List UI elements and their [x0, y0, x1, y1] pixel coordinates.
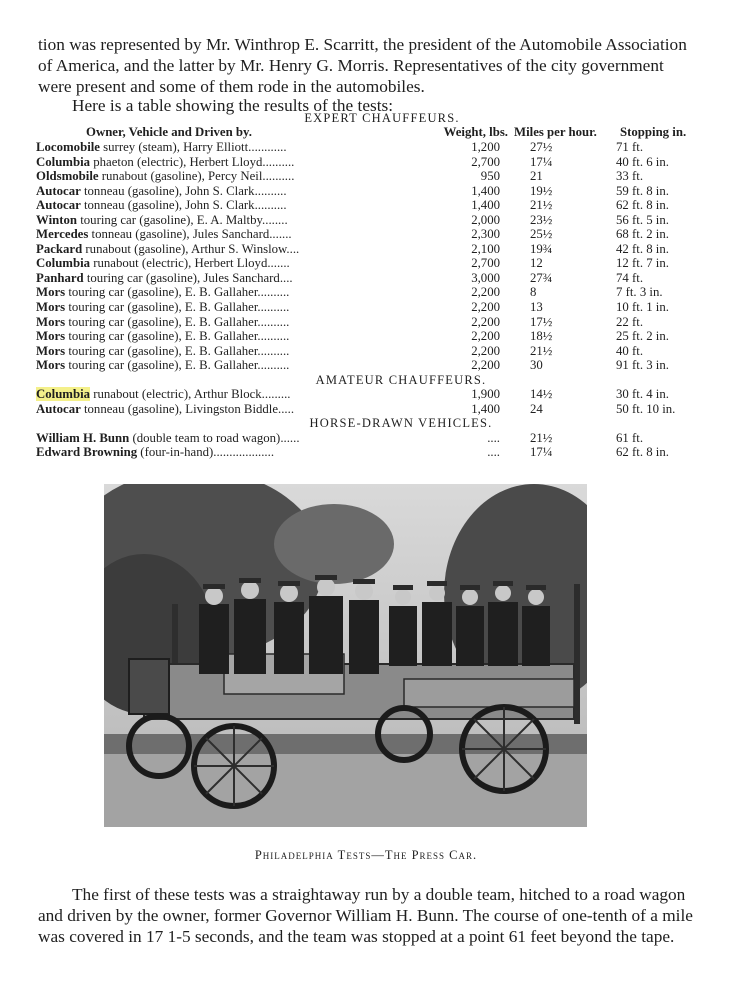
cell-vehicle	[36, 402, 404, 417]
cell-weight: 1,400	[471, 198, 500, 213]
vehicle-detail: tonneau (gasoline), Jules Sanchard.......	[88, 227, 292, 242]
table-row	[36, 242, 696, 257]
cell-weight: 1,400	[471, 183, 500, 198]
cell-stopping: 50 ft. 10 in.	[616, 401, 676, 416]
cell-speed: 27½	[530, 140, 553, 154]
figure-caption: Philadelphia Tests—The Press Car.	[254, 848, 478, 862]
cell-speed: 19½	[530, 183, 553, 198]
cell-speed: 21½	[530, 198, 553, 213]
vehicle-detail: touring car (gasoline), E. B. Gallaher..........	[65, 285, 290, 300]
vehicle-name: William H. Bunn	[36, 430, 130, 445]
cell-speed: 13	[530, 300, 543, 315]
cell-weight: 2,700	[471, 256, 500, 271]
table-row	[36, 169, 696, 184]
cell-stopping: 56 ft. 5 in.	[616, 212, 669, 227]
cell-weight: 2,100	[471, 241, 500, 256]
vehicle-detail: (four-in-hand)...................	[137, 445, 275, 460]
cell-weight: 1,200	[471, 140, 500, 154]
vehicle-name: Mors	[36, 358, 66, 373]
vehicle-detail: (double team to road wagon)......	[129, 430, 300, 445]
header-weight: Weight, lbs.	[443, 125, 508, 139]
closing-paragraph	[38, 884, 698, 947]
vehicle-detail: surrey (steam), Harry Elliott............	[99, 140, 287, 154]
table-row	[36, 256, 696, 271]
header-speed: Miles per hour.	[514, 125, 597, 139]
vehicle-detail: tonneau (gasoline), John S. Clark..........	[80, 183, 287, 198]
results-table	[36, 124, 696, 460]
vehicle-name: Winton	[36, 212, 78, 227]
vehicle-detail: runabout (gasoline), Percy Neil..........	[98, 169, 295, 184]
cell-weight: 2,200	[471, 343, 500, 358]
press-car-photo	[104, 484, 587, 827]
cell-vehicle	[36, 329, 404, 344]
cell-stopping: 10 ft. 1 in.	[616, 300, 669, 315]
cell-stopping: 62 ft. 8 in.	[616, 198, 669, 213]
cell-stopping: 62 ft. 8 in.	[616, 445, 669, 460]
vehicle-name: Panhard	[36, 270, 84, 285]
vehicle-detail: tonneau (gasoline), John S. Clark..........	[80, 198, 287, 213]
section-title: AMATEUR CHAUFFEURS.	[315, 372, 487, 387]
cell-weight: ....	[487, 430, 500, 445]
table-row	[36, 271, 696, 286]
cell-vehicle	[36, 300, 404, 315]
vehicle-name: Mercedes	[36, 227, 89, 242]
vehicle-name: Edward Browning	[36, 445, 138, 460]
vehicle-detail: touring car (gasoline), E. A. Maltby........	[77, 212, 288, 227]
vehicle-name: Mors	[36, 314, 66, 329]
vehicle-detail: touring car (gasoline), E. B. Gallaher..........	[65, 300, 290, 315]
vehicle-detail: runabout (electric), Herbert Lloyd.......	[90, 256, 290, 271]
cell-vehicle	[36, 184, 404, 199]
vehicle-name: Columbia	[36, 256, 91, 271]
table-row	[36, 315, 696, 330]
cell-vehicle	[36, 155, 404, 170]
cell-stopping: 61 ft.	[616, 430, 644, 445]
cell-stopping: 91 ft. 3 in.	[616, 358, 669, 373]
vehicle-name: Mors	[36, 300, 66, 315]
cell-weight: 950	[480, 169, 500, 184]
cell-vehicle	[36, 431, 404, 446]
table-row	[36, 358, 696, 373]
cell-vehicle	[36, 227, 404, 242]
vehicle-detail: touring car (gasoline), E. B. Gallaher..........	[65, 343, 290, 358]
cell-weight: 1,900	[471, 387, 500, 402]
cell-stopping: 25 ft. 2 in.	[616, 329, 669, 344]
vehicle-detail: tonneau (gasoline), Livingston Biddle.....	[80, 401, 295, 416]
table-row	[36, 140, 696, 155]
cell-speed: 21½	[530, 430, 553, 445]
table-row	[36, 329, 696, 344]
cell-vehicle	[36, 358, 404, 373]
vehicle-detail: touring car (gasoline), Jules Sanchard....	[83, 270, 293, 285]
header-vehicle: Owner, Vehicle and Driven by.	[86, 125, 252, 139]
cell-weight: 1,400	[471, 401, 500, 416]
cell-vehicle	[36, 271, 404, 286]
vehicle-name: Autocar	[36, 401, 81, 416]
cell-stopping: 40 ft. 6 in.	[616, 154, 669, 169]
cell-vehicle	[36, 315, 404, 330]
vehicle-detail: runabout (gasoline), Arthur S. Winslow....	[82, 241, 300, 256]
cell-speed: 17½	[530, 314, 553, 329]
table-header-row	[36, 124, 696, 140]
cell-speed: 19¾	[530, 241, 553, 256]
vehicle-name: Packard	[36, 241, 83, 256]
cell-weight: 3,000	[471, 270, 500, 285]
table-body	[36, 140, 696, 460]
vehicle-name: Locomobile	[36, 140, 100, 154]
section-title: HORSE-DRAWN VEHICLES.	[309, 416, 493, 431]
cell-vehicle	[36, 344, 404, 359]
cell-weight: ....	[487, 445, 500, 460]
vehicle-name: Mors	[36, 343, 66, 358]
cell-stopping: 7 ft. 3 in.	[616, 285, 663, 300]
cell-vehicle	[36, 242, 404, 257]
vehicle-name: Columbia	[36, 387, 91, 402]
table-row	[36, 155, 696, 170]
cell-stopping: 74 ft.	[616, 270, 644, 285]
cell-speed: 17¼	[530, 445, 553, 460]
cell-weight: 2,000	[471, 212, 500, 227]
cell-speed: 21½	[530, 343, 553, 358]
closing-paragraph-text: The first of these tests was a straightaway run by a double team, hitched to a road wagon and driven by the owner, former Governor William H. Bunn. The course of one-tenth of a mile was covered in 17 1-5 seconds, and the team was stopped at a point 61 feet beyond the tape.	[38, 885, 693, 946]
table-lead-text: Here is a table showing the results of the tests:	[72, 96, 394, 115]
cell-stopping: 30 ft. 4 in.	[616, 387, 669, 402]
table-row	[36, 300, 696, 315]
section-row	[36, 416, 696, 431]
vehicle-name: Mors	[36, 285, 66, 300]
cell-speed: 14½	[530, 387, 553, 402]
cell-vehicle	[36, 198, 404, 213]
intro-paragraph: tion was represented by Mr. Winthrop E. Scarritt, the president of the Automobile Association of America, and the latter by Mr. Henry G. Morris. Representatives of the city government were present and some of them rode in the automobiles.	[38, 35, 687, 96]
cell-weight: 2,700	[471, 154, 500, 169]
cell-stopping: 68 ft. 2 in.	[616, 227, 669, 242]
table-row	[36, 402, 696, 417]
vehicle-name: Autocar	[36, 198, 81, 213]
cell-speed: 30	[530, 358, 543, 373]
cell-stopping: 59 ft. 8 in.	[616, 183, 669, 198]
cell-speed: 27¾	[530, 270, 553, 285]
cell-speed: 23½	[530, 212, 553, 227]
cell-vehicle	[36, 285, 404, 300]
cell-weight: 2,200	[471, 300, 500, 315]
vehicle-detail: touring car (gasoline), E. B. Gallaher..........	[65, 329, 290, 344]
cell-vehicle	[36, 213, 404, 228]
cell-vehicle	[36, 445, 404, 460]
table-row	[36, 387, 696, 402]
cell-speed: 21	[530, 169, 543, 184]
vehicle-detail: phaeton (electric), Herbert Lloyd..........	[90, 154, 295, 169]
table-row	[36, 227, 696, 242]
cell-weight: 2,200	[471, 314, 500, 329]
vehicle-detail: runabout (electric), Arthur Block.........	[90, 387, 291, 402]
section-title-expert: EXPERT CHAUFFEURS.	[304, 111, 460, 125]
cell-speed: 24	[530, 401, 543, 416]
cell-weight: 2,200	[471, 358, 500, 373]
table-row	[36, 445, 696, 460]
table-row	[36, 184, 696, 199]
cell-stopping: 12 ft. 7 in.	[616, 256, 669, 271]
section-row	[36, 373, 696, 388]
vehicle-detail: touring car (gasoline), E. B. Gallaher..........	[65, 358, 290, 373]
cell-stopping: 22 ft.	[616, 314, 644, 329]
table-row	[36, 213, 696, 228]
cell-vehicle	[36, 140, 404, 155]
vehicle-name: Autocar	[36, 183, 81, 198]
cell-stopping: 33 ft.	[616, 169, 644, 184]
table-row	[36, 198, 696, 213]
table-row	[36, 431, 696, 446]
table-row	[36, 344, 696, 359]
vehicle-name: Mors	[36, 329, 66, 344]
vehicle-detail: touring car (gasoline), E. B. Gallaher..........	[65, 314, 290, 329]
cell-speed: 18½	[530, 329, 553, 344]
cell-speed: 12	[530, 256, 543, 271]
cell-vehicle	[36, 169, 404, 184]
cell-stopping: 42 ft. 8 in.	[616, 241, 669, 256]
cell-weight: 2,200	[471, 329, 500, 344]
vehicle-name: Oldsmobile	[36, 169, 99, 184]
cell-speed: 8	[530, 285, 537, 300]
cell-stopping: 71 ft.	[616, 140, 644, 154]
cell-weight: 2,200	[471, 285, 500, 300]
cell-vehicle	[36, 256, 404, 271]
cell-vehicle	[36, 387, 404, 402]
cell-stopping: 40 ft.	[616, 343, 644, 358]
cell-speed: 17¼	[530, 154, 553, 169]
photo-illustration	[104, 484, 587, 827]
header-stopping: Stopping in.	[620, 125, 687, 139]
cell-weight: 2,300	[471, 227, 500, 242]
cell-speed: 25½	[530, 227, 553, 242]
table-row	[36, 285, 696, 300]
vehicle-name: Columbia	[36, 154, 91, 169]
